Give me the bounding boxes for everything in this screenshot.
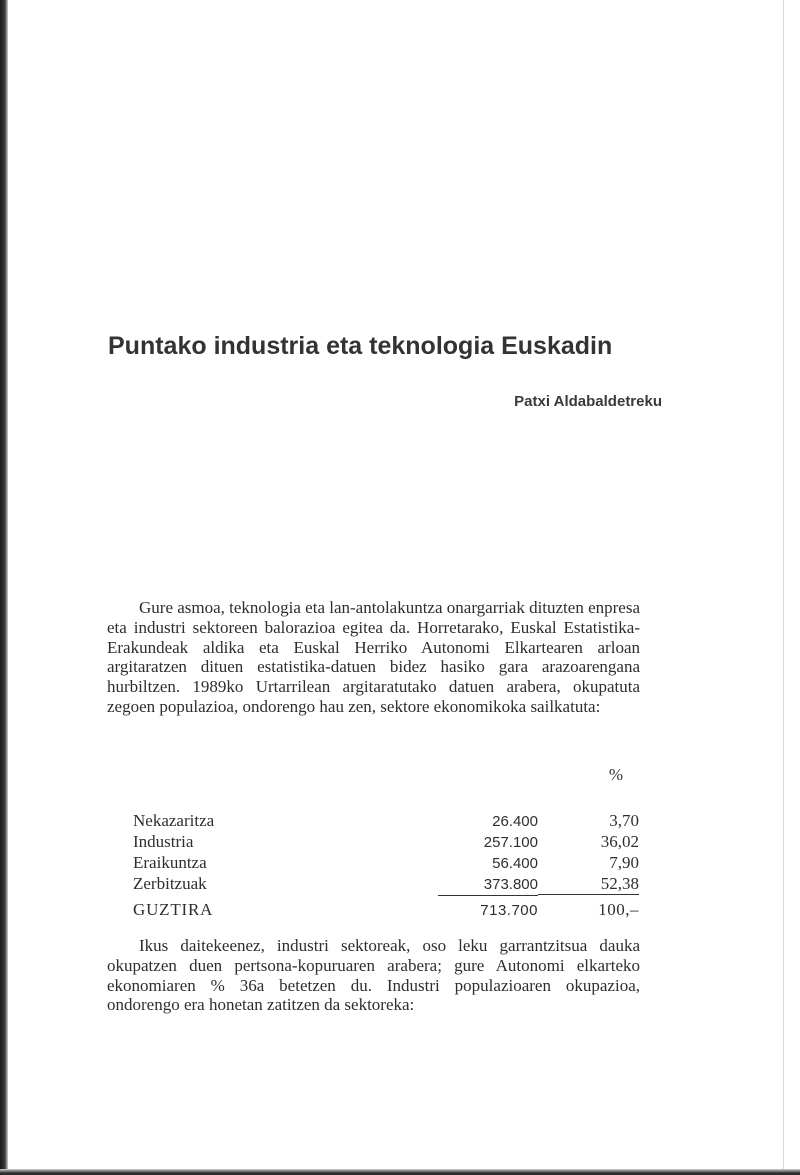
sector-count: 257.100 bbox=[483, 834, 538, 851]
sector-percent: 3,70 bbox=[609, 811, 639, 830]
total-count: 713.700 bbox=[480, 902, 538, 919]
table-row bbox=[133, 873, 639, 894]
sector-percent: 7,90 bbox=[609, 853, 639, 872]
article-author: Patxi Aldabaldetreku bbox=[514, 393, 662, 410]
sector-count: 373.800 bbox=[438, 874, 538, 896]
sector-name: Eraikuntza bbox=[133, 853, 207, 872]
article-title: Puntako industria eta teknologia Euskadin bbox=[108, 332, 613, 360]
table-row bbox=[133, 852, 639, 873]
sector-count: 56.400 bbox=[492, 855, 538, 872]
sector-name: Industria bbox=[133, 832, 194, 851]
percent-column-header: % bbox=[608, 765, 624, 784]
sector-percent: 36,02 bbox=[600, 832, 639, 851]
sector-employment-table bbox=[133, 810, 639, 920]
body-paragraph: Ikus daitekeenez, industri sektoreak, oso leku garrantzitsua dauka okupatzen duen pertsona-kopuruaren arabera; gure Autonomi elkarteko ekonomiaren % 36a betetzen du. Industri populazioaren okupazioa, ondorengo era honetan zatitzen da sektoreka: bbox=[107, 936, 640, 1015]
table-row bbox=[133, 831, 639, 852]
sector-percent: 52,38 bbox=[538, 873, 639, 895]
scan-shadow-bottom bbox=[0, 1169, 800, 1175]
table-total-row bbox=[133, 899, 639, 920]
body-paragraph: Gure asmoa, teknologia eta lan-antolakuntza onargarriak dituzten enpresa eta industri sektoreen balorazioa egitea da. Horretarako, Euskal Estatistika-Erakundeak aldika eta Euskal Herriko Autonomi Elkartearen arloan argitaratzen dituen estatistika-datuen bidez hasiko gara arazoarengana hurbiltzen. 1989ko Urtarrilean argitaratutako datuen arabera, okupatuta zegoen populazioa, ondorengo hau zen, sektore ekonomikoka sailkatuta: bbox=[107, 598, 640, 716]
scan-shadow-left bbox=[0, 0, 8, 1175]
scan-edge-right bbox=[783, 0, 784, 1175]
total-label: GUZTIRA bbox=[133, 900, 214, 919]
sector-name: Zerbitzuak bbox=[133, 874, 207, 893]
table-row bbox=[133, 810, 639, 831]
sector-name: Nekazaritza bbox=[133, 811, 215, 830]
sector-count: 26.400 bbox=[492, 813, 538, 830]
total-percent: 100,– bbox=[598, 900, 639, 919]
